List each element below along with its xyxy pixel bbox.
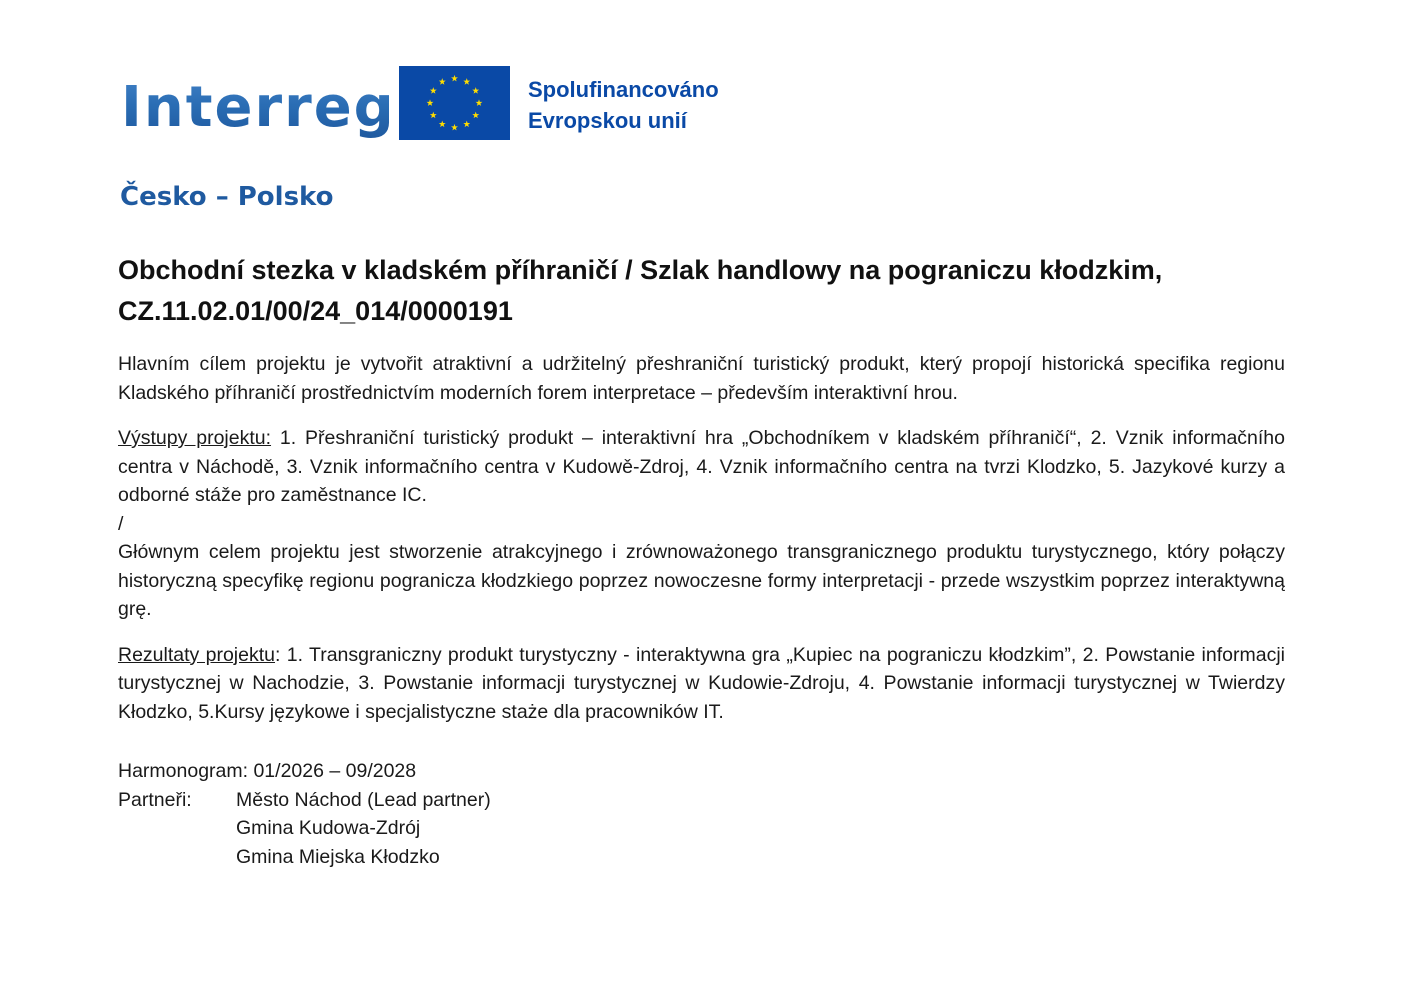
partner-item: Gmina Miejska Kłodzko (236, 845, 440, 868)
results-pl (118, 641, 1285, 727)
outputs-label: Výstupy projektu: (118, 427, 272, 449)
outputs-text: 1. Přeshraniční turistický produkt – interaktivní hra „Obchodníkem v kladském příhraničí“, 2. Vznik informačního centra v Náchodě, 3. Vznik informačního centra v Kudowě-Zdroj, 4. Vznik informačního centra na tvrzi Klodzko, 5. Jazykové kurzy a odborné stáže pro zaměstnance IC. (118, 427, 1285, 506)
eu-text-line1: Spolufinancováno (528, 77, 719, 102)
eu-stars (399, 66, 510, 140)
title-line1: Obchodní stezka v kladském příhraničí / Szlak handlowy na pograniczu kłodzkim, (118, 255, 1163, 285)
language-separator: / (118, 512, 124, 535)
partner-item: Gmina Kudowa-Zdrój (236, 817, 421, 839)
partner-item: Město Náchod (Lead partner) (236, 788, 491, 811)
document-title (118, 250, 1285, 332)
intro-pl: Głównym celem projektu jest stworzenie atrakcyjnego i zrównoważonego transgranicznego produktu turystycznego, który połączy historyczną specyfikę regionu pogranicza kłodzkiego poprzez nowoczesne formy interpretacji - przede wszystkim poprzez interaktywną grę. (118, 541, 1285, 620)
outputs-cz (118, 424, 1285, 510)
results-label: Rezultaty projektu (118, 643, 275, 666)
document-body (118, 250, 1285, 871)
partners-label: Partneři: (118, 788, 192, 811)
results-text: : 1. Transgraniczny produkt turystyczny - interaktywna gra „Kupiec na pograniczu kłodzkim”, 2. Powstanie informacji turystycznej w Nachodzie, 3. Powstanie informacji turystycznej w Kudowie-Zdroju, 4. Powstanie informacji turystycznej w Twierdzy Kłodzko, 5.Kursy językowe i specjalistyczne staże dla pracowników IT. (118, 643, 1285, 723)
header (0, 0, 1403, 230)
intro-cz: Hlavním cílem projektu je vytvořit atraktivní a udržitelný přeshraniční turistický produkt, který propojí historická specifika regionu Kladského příhraničí prostřednictvím moderních forem interpretace – především interaktivní hrou. (118, 353, 1285, 404)
interreg-logo: Interreg (121, 75, 396, 140)
programme-name: Česko – Polsko (120, 182, 334, 212)
eu-flag-icon (399, 66, 510, 140)
title-line2: CZ.11.02.01/00/24_014/0000191 (118, 296, 513, 326)
eu-text-line2: Evropskou unií (528, 108, 687, 133)
schedule: Harmonogram: 01/2026 – 09/2028 (118, 760, 417, 782)
partner-row (118, 786, 1285, 815)
eu-cofinanced-text (528, 74, 719, 136)
partner-row (118, 814, 1285, 843)
partner-row (118, 843, 1285, 872)
schedule-block (118, 757, 1285, 871)
